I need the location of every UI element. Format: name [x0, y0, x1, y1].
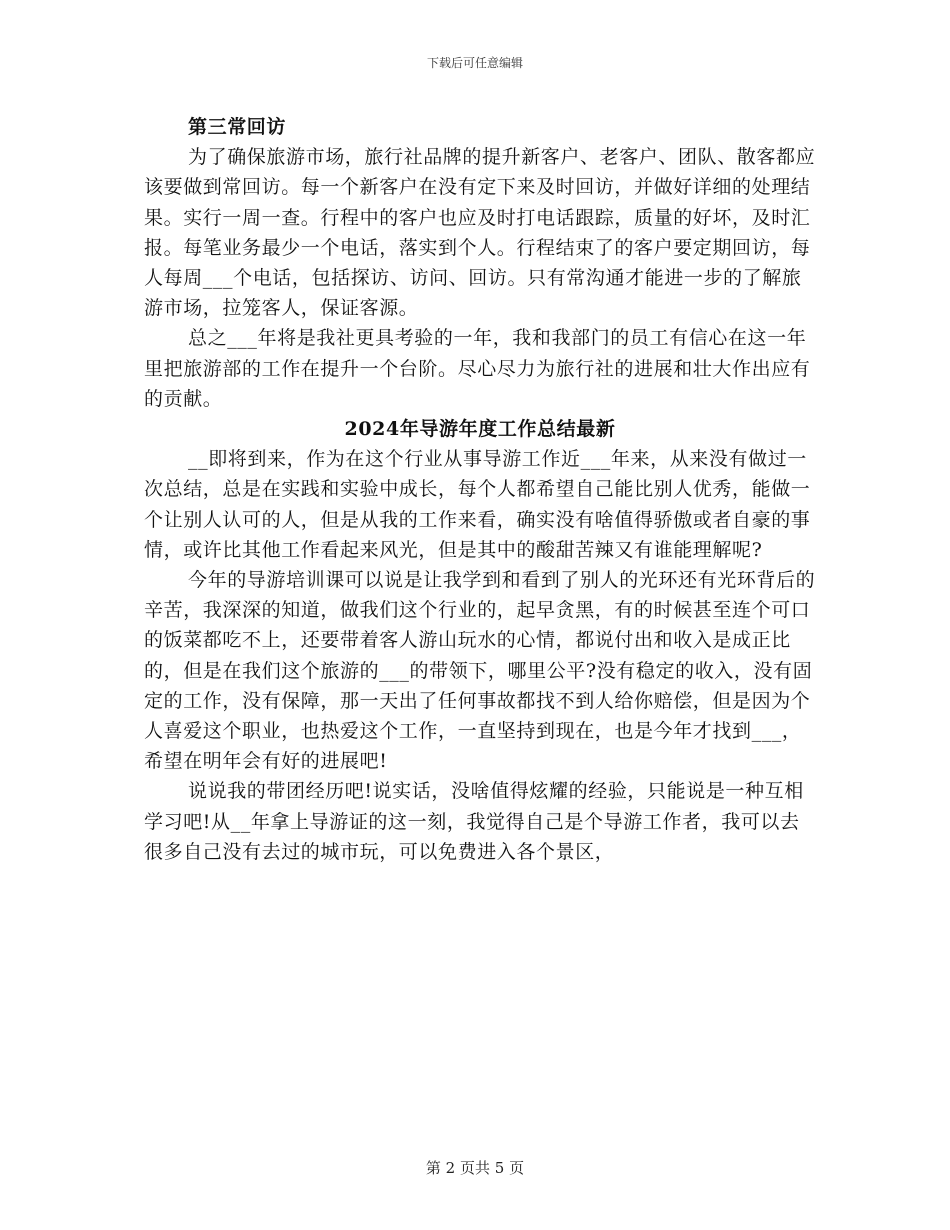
paragraph: 总之___年将是我社更具考验的一年，我和我部门的员工有信心在这一年里把旅游部的工作在提升一个台阶。尽心尽力为旅行社的进展和壮大作出应有的贡献。: [144, 327, 811, 410]
paragraph: 为了确保旅游市场，旅行社品牌的提升新客户、老客户、团队、散客都应该要做到常回访。每一个新客户在没有定下来及时回访，并做好详细的处理结果。实行一周一查。行程中的客户也应及时打电话跟踪，质量的好坏，及时汇报。每笔业务最少一个电话，落实到个人。行程结束了的客户要定期回访，每人每周___个电话，包括探访、访问、回访。只有常沟通才能进一步的了解旅游市场，拉笼客人，保证客源。: [144, 146, 816, 320]
section-heading: 第三常回访: [188, 116, 287, 138]
paragraph: 说说我的带团经历吧!说实话，没啥值得炫耀的经验，只能说是一种互相学习吧!从__年拿上导游证的这一刻，我觉得自己是个导游工作者，我可以去很多自己没有去过的城市玩，可以免费进入各个景区，: [144, 780, 804, 863]
paragraph: __即将到来，作为在这个行业从事导游工作近___年来，从来没有做过一次总结，总是在实践和实验中成长，每个人都希望自己能比别人优秀，能做一个让别人认可的人，但是从我的工作来看，确实没有啥值得骄傲或者自豪的事情，或许比其他工作看起来风光，但是其中的酸甜苦辣又有谁能理解呢?: [144, 448, 811, 561]
page-header: 下载后可任意编辑: [426, 56, 523, 70]
paragraph: 今年的导游培训课可以说是让我学到和看到了别人的光环还有光环背后的辛苦，我深深的知道，做我们这个行业的，起早贪黑，有的时候甚至连个可口的饭菜都吃不上，还要带着客人游山玩水的心情，都说付出和收入是成正比的，但是在我们这个旅游的___的带领下，哪里公平?没有稳定的收入，没有固定的工作，没有保障，那一天出了任何事故都找不到人给你赔偿，但是因为个人喜爱这个职业，也热爱这个工作，一直坚持到现在，也是今年才找到___，希望在明年会有好的进展吧!: [144, 569, 816, 773]
document-body: [144, 112, 816, 867]
page-footer: 第 2 页共 5 页: [425, 1159, 525, 1177]
document-title: 2024年导游年度工作总结最新: [344, 418, 616, 441]
